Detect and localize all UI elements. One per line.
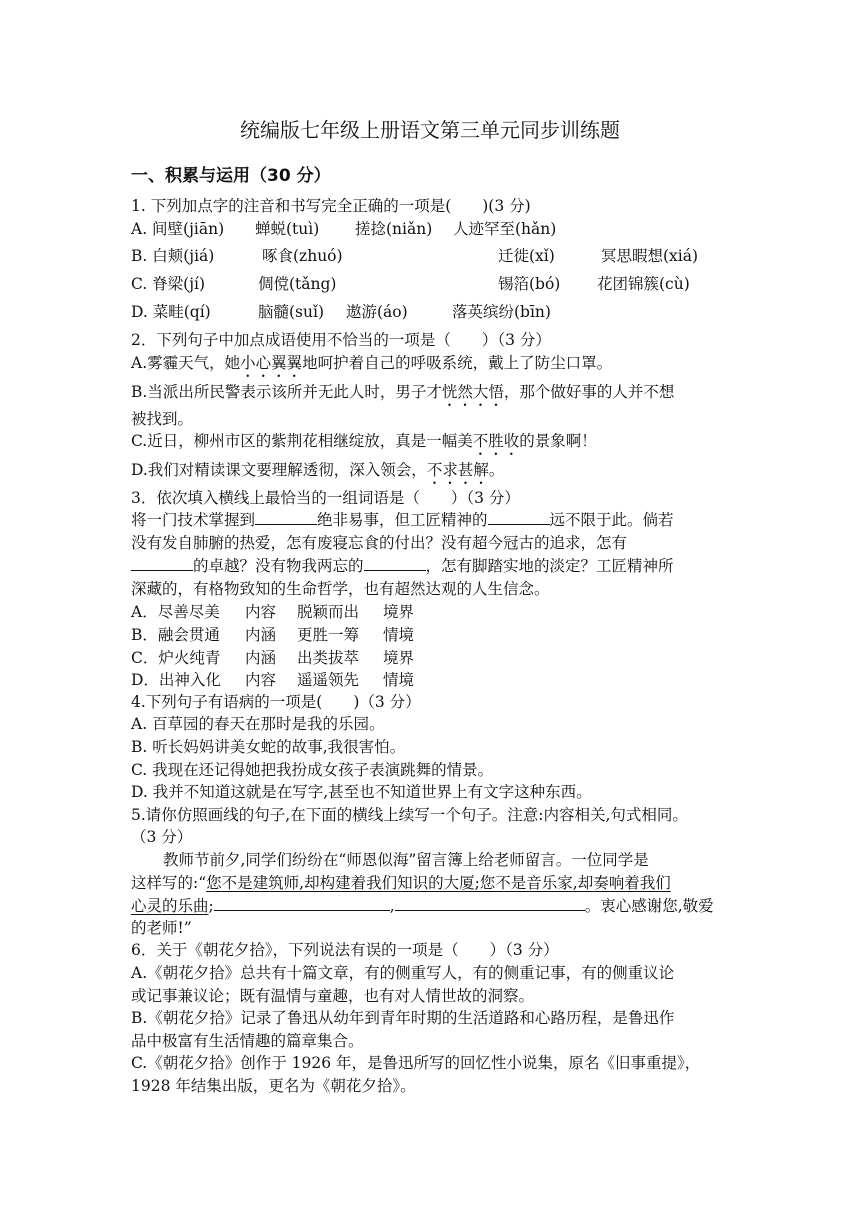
q3-d-3: 遥遥领先 <box>297 671 360 689</box>
q3-p3-b: ，怎有脚踏实地的淡定？工匠精神所 <box>425 557 674 575</box>
q5-passage-line-1: 教师节前夕,同学们纷纷在“师恩似海”留言簿上给老师留言。一位同学是 <box>163 851 649 869</box>
page-title: 统编版七年级上册语文第三单元同步训练题 <box>240 118 620 142</box>
q3-c-1: C．炉火纯青 <box>131 649 221 667</box>
q2-b-text: B.当派出所民警表示该所并无此人时，男子才 <box>131 383 442 401</box>
q3-a-3: 脱颖而出 <box>297 603 360 621</box>
q2-a-text-end: 地呵护着自己的呼吸系统，戴上了防尘口罩。 <box>302 354 613 372</box>
q1-a-2: 蝉蜕(tuì) <box>255 220 320 238</box>
q3-b-4: 情境 <box>383 626 415 644</box>
q3-passage-line-2: 没有发自肺腑的热爱，怎有废寝忘食的付出？没有超今冠古的追求，怎有 <box>131 534 628 552</box>
q1-a-4: 人迹罕至(hǎn) <box>453 220 557 238</box>
q2-b-idiom: 恍然大悟 <box>441 383 504 401</box>
q5-underlined-sentence-end: 心灵的乐曲 <box>131 897 209 915</box>
q3-a-2: 内容 <box>245 603 277 621</box>
q1-b-3: 迁徙(xǐ) <box>498 247 555 265</box>
q3-passage-line-3 <box>131 556 674 576</box>
q1-b-4: 冥思暇想(xiá) <box>601 247 699 265</box>
q3-c-2: 内涵 <box>245 649 277 667</box>
q3-c-3: 出类拔萃 <box>297 649 360 667</box>
q2-c-text-end: 的景象啊！ <box>519 432 597 450</box>
q6-stem: 6．关于《朝花夕拾》，下列说法有误的一项是（ ）（3 分） <box>131 941 559 959</box>
q1-c-2: 倜傥(tǎng) <box>258 275 337 293</box>
q2-d-idiom: 不求甚解 <box>426 461 489 479</box>
q3-d-2: 内容 <box>245 671 277 689</box>
q3-d-4: 情境 <box>383 671 415 689</box>
q5-l3-text: 。衷心感谢您,敬爱 <box>584 897 714 915</box>
q2-c-text: C.近日，柳州市区的紫荆花相继绽放，真是一幅美 <box>131 432 473 450</box>
q1-option-a <box>131 219 556 239</box>
q3-a-4: 境界 <box>383 603 415 621</box>
q3-blank-4 <box>364 556 426 571</box>
q5-passage-line-2 <box>131 873 671 893</box>
q2-stem: 2．下列句子中加点成语使用不恰当的一项是（ ）（3 分） <box>131 331 551 349</box>
q6-option-a-line-2: 或记事兼议论；既有温情与童趣，也有对人情世故的洞察。 <box>131 987 535 1005</box>
q3-option-b <box>131 625 414 645</box>
q5-score: （3 分） <box>131 828 193 846</box>
q1-d-2: 脑髓(suǐ) <box>258 303 324 321</box>
q3-option-a <box>131 602 414 622</box>
q3-blank-3 <box>131 556 193 571</box>
q4-option-b: B. 听长妈妈讲美女蛇的故事,我很害怕。 <box>131 738 406 756</box>
q4-option-a: A. 百草园的春天在那时是我的乐园。 <box>131 715 385 733</box>
q5-underlined-sentence: 您不是建筑师,却构建着我们知识的大厦;您不是音乐家,却奏响着我们 <box>206 874 671 892</box>
q4-option-d: D. 我并不知道这就是在写字,甚至也不知道世界上有文字这种东西。 <box>131 783 592 801</box>
q3-p3-a: 的卓越？没有物我两忘的 <box>193 557 364 575</box>
q6-option-b-line-2: 品中极富有生活情趣的篇章集合。 <box>131 1032 364 1050</box>
q6-option-a-line-1: A.《朝花夕拾》总共有十篇文章，有的侧重写人，有的侧重记事，有的侧重议论 <box>131 964 675 982</box>
q3-option-c <box>131 648 414 668</box>
q1-option-d <box>131 302 551 322</box>
q1-c-3: 锡箔(bó) <box>498 275 561 293</box>
q3-b-2: 内涵 <box>245 626 277 644</box>
q1-b-2: 啄食(zhuó) <box>262 247 343 265</box>
q3-p1-b: 绝非易事，但工匠精神的 <box>317 511 488 529</box>
q2-option-c <box>131 431 597 459</box>
q1-d-1: D. 菜畦(qí) <box>131 303 211 321</box>
q3-d-1: D．出神入化 <box>131 671 221 689</box>
q3-p1-a: 将一门技术掌握到 <box>131 511 256 529</box>
q2-b-text-end: ，那个做好事的人并不想 <box>503 383 675 401</box>
q3-stem: 3．依次填入横线上最恰当的一组词语是（ ）（3 分） <box>131 489 520 507</box>
q2-c-idiom: 不胜收 <box>472 432 520 450</box>
q3-b-1: B．融会贯通 <box>131 626 220 644</box>
q2-option-a <box>131 353 612 381</box>
q2-option-d <box>131 460 504 488</box>
q2-a-idiom: 小心翼翼 <box>240 354 303 372</box>
q3-c-4: 境界 <box>383 649 415 667</box>
q3-blank-1 <box>255 510 317 525</box>
q1-a-3: 搓捻(niǎn) <box>355 220 433 238</box>
q3-passage-line-1 <box>131 510 674 530</box>
q5-answer-blank-1[interactable] <box>214 896 390 911</box>
q2-option-b-cont: 被找到。 <box>131 410 194 428</box>
q3-p1-c: 远不限于此。倘若 <box>549 511 674 529</box>
q1-option-b <box>131 246 698 266</box>
q6-option-b-line-1: B.《朝花夕拾》记录了鲁迅从幼年到青年时期的生活道路和心路历程，是鲁迅作 <box>131 1009 675 1027</box>
q2-option-b <box>131 382 674 410</box>
q1-b-1: B. 白颊(jiá) <box>131 247 215 265</box>
q5-l2-text: 这样写的:“ <box>131 874 207 892</box>
q5-comma: , <box>389 897 395 915</box>
q1-c-4: 花团锦簇(cù) <box>597 275 690 293</box>
q2-d-text-end: 。 <box>488 461 505 479</box>
q1-stem: 1. 下列加点字的注音和书写完全正确的一项是( )(3 分) <box>131 197 531 215</box>
q5-passage-line-4: 的老师!” <box>131 919 192 937</box>
q6-option-c-line-1: C.《朝花夕拾》创作于 1926 年，是鲁迅所写的回忆性小说集，原名《旧事重提》， <box>131 1054 701 1072</box>
q2-d-text: D.我们对精读课文要理解透彻，深入领会， <box>131 461 427 479</box>
q1-c-1: C. 脊梁(jí) <box>131 275 206 293</box>
q5-semicolon: ; <box>208 897 214 915</box>
section-heading: 一、积累与运用（30 分） <box>131 166 331 186</box>
q5-answer-blank-2[interactable] <box>395 896 585 911</box>
q3-passage-line-4: 深藏的，有格物致知的生命哲学，也有超然达观的人生信念。 <box>131 580 550 598</box>
q1-option-c <box>131 274 690 294</box>
q5-stem: 5.请你仿照画线的句子,在下面的横线上续写一个句子。注意:内容相关,句式相同。 <box>131 806 688 824</box>
q3-blank-2 <box>488 510 550 525</box>
q6-option-c-line-2: 1928 年结集出版，更名为《朝花夕拾》。 <box>131 1077 416 1095</box>
q3-b-3: 更胜一筹 <box>297 626 360 644</box>
q4-stem: 4.下列句子有语病的一项是( )（3 分） <box>131 693 421 711</box>
q3-option-d <box>131 670 414 690</box>
q3-a-1: A．尽善尽美 <box>131 603 220 621</box>
q1-d-3: 遨游(áo) <box>346 303 408 321</box>
q1-d-4: 落英缤纷(bīn) <box>452 303 551 321</box>
q2-a-text: A.雾霾天气，她 <box>131 354 241 372</box>
q1-a-1: A. 间壁(jiān) <box>131 220 225 238</box>
q5-passage-line-3 <box>131 896 714 916</box>
q4-option-c: C. 我现在还记得她把我扮成女孩子表演跳舞的情景。 <box>131 761 494 779</box>
